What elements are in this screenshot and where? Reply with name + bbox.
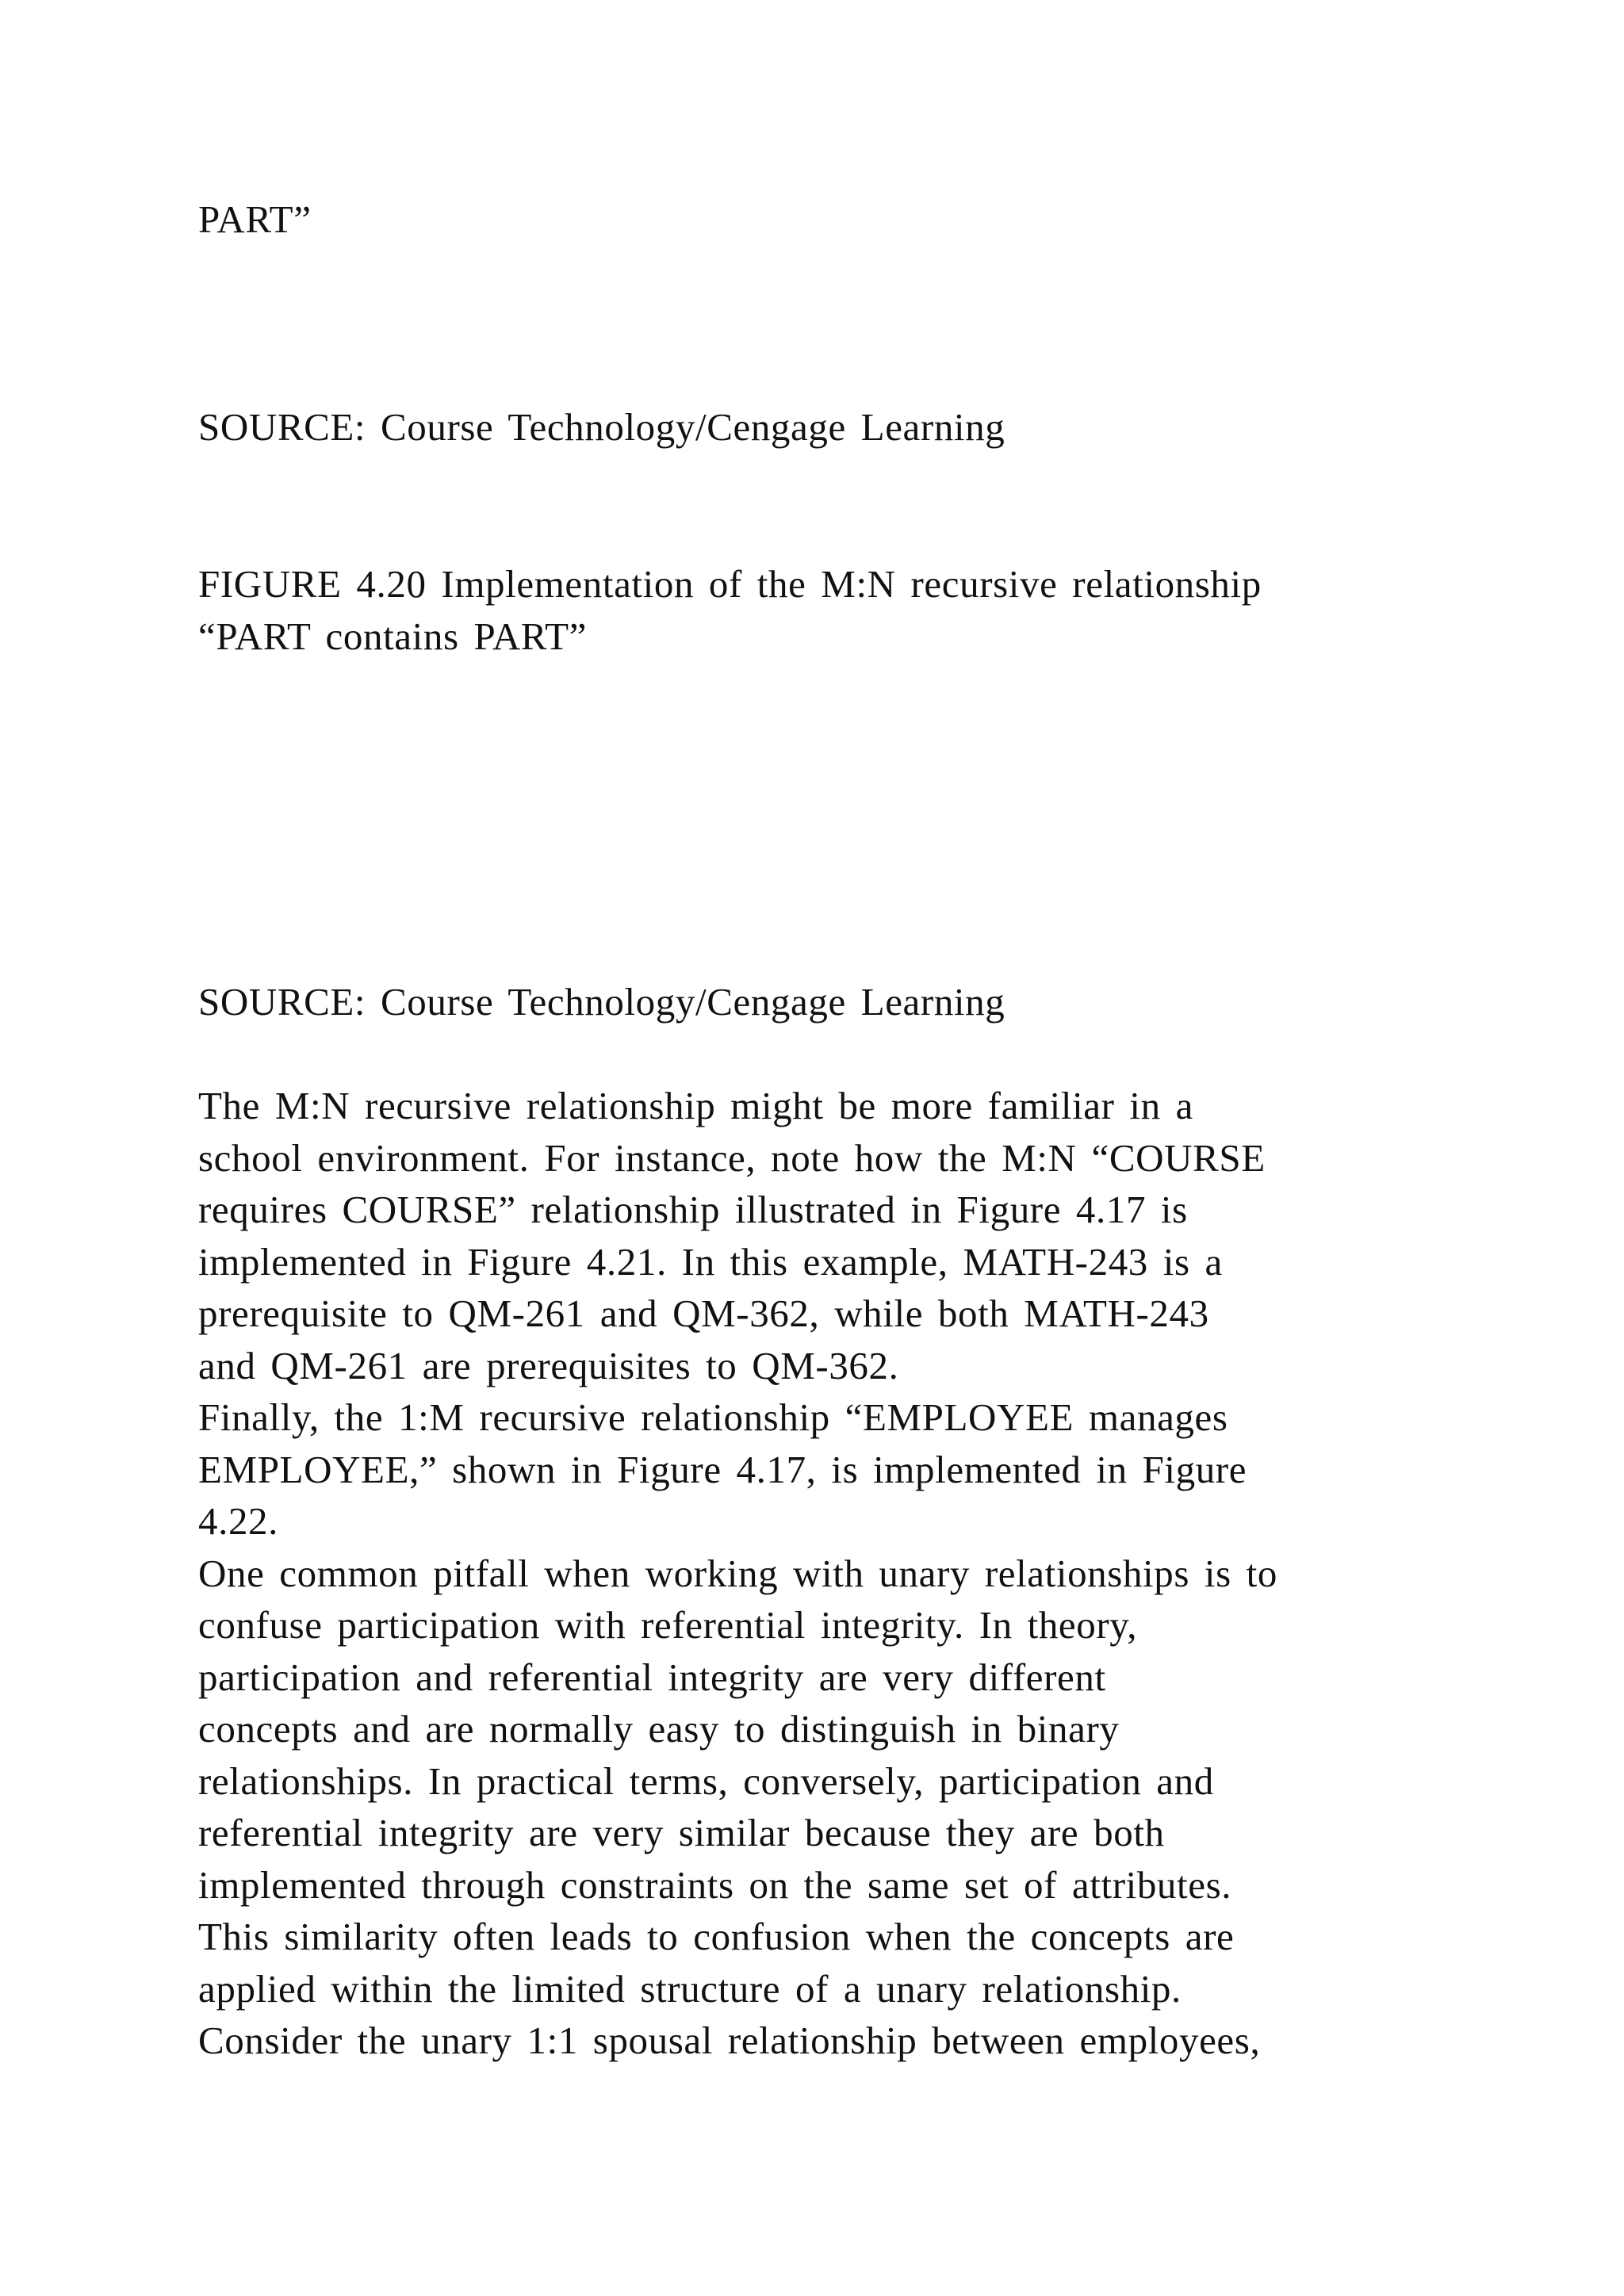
text-line: “PART contains PART” [198,614,588,658]
text-line: Finally, the 1:M recursive relationship “EMPLOYEE manages [198,1395,1228,1439]
text-line: concepts and are normally easy to distinguish in binary [198,1707,1120,1751]
body-paragraphs [198,1080,1507,2067]
text-line: requires COURSE” relationship illustrated in Figure 4.17 is [198,1188,1188,1231]
figure-caption [198,558,1507,662]
text-line: confuse participation with referential integrity. In theory, [198,1603,1138,1647]
text-line: PART” [198,197,312,241]
text-line: SOURCE: Course Technology/Cengage Learning [198,405,1005,449]
figure-source-credit [198,976,1507,1028]
text-line: The M:N recursive relationship might be more familiar in a [198,1084,1193,1127]
text-line: school environment. For instance, note how the M:N “COURSE [198,1135,1266,1180]
text-line: applied within the limited structure of a unary relationship. [198,1966,1182,2011]
text-line: participation and referential integrity are very different [198,1655,1106,1699]
text-line: implemented through constraints on the same set of attributes. [198,1862,1232,1907]
part-fragment [198,193,1507,246]
text-line: SOURCE: Course Technology/Cengage Learning [198,980,1005,1024]
text-line: implemented in Figure 4.21. In this example, MATH-243 is a [198,1239,1223,1284]
text-line: This similarity often leads to confusion when the concepts are [198,1915,1235,1958]
figure-source-credit [198,401,1507,453]
text-line: 4.22. [198,1499,278,1543]
text-line: Consider the unary 1:1 spousal relationship between employees, [198,2019,1261,2062]
text-line: referential integrity are very similar because they are both [198,1811,1165,1854]
text-line: prerequisite to QM-261 and QM-362, while both MATH-243 [198,1292,1209,1335]
text-line: and QM-261 are prerequisites to QM-362. [198,1343,899,1387]
text-line: EMPLOYEE,” shown in Figure 4.17, is implemented in Figure [198,1447,1247,1491]
text-line: FIGURE 4.20 Implementation of the M:N recursive relationship [198,562,1262,606]
text-line: relationships. In practical terms, conversely, participation and [198,1758,1214,1803]
text-line: One common pitfall when working with unary relationships is to [198,1551,1277,1595]
